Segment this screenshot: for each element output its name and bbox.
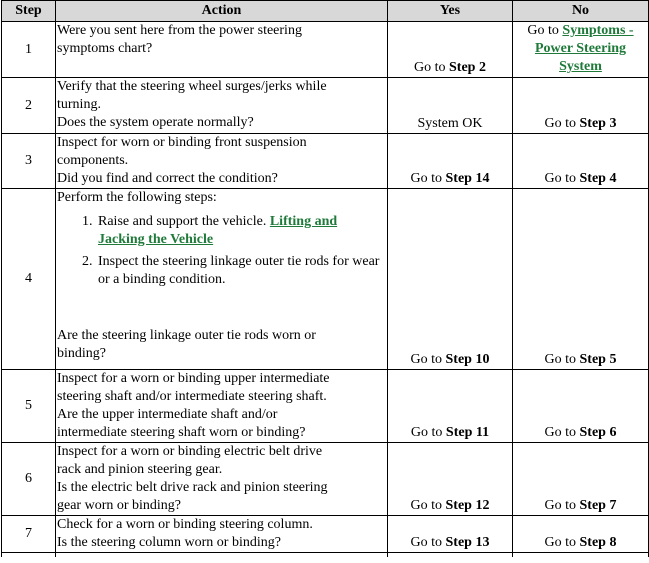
step-number: 3 <box>2 134 56 189</box>
yes-cell <box>388 134 513 189</box>
table-row <box>2 189 649 370</box>
procedure-list <box>57 213 386 289</box>
no-prefix: Go to <box>544 498 580 513</box>
no-cell <box>513 443 649 516</box>
yes-step-ref: Step 12 <box>445 498 490 513</box>
table-row <box>2 516 649 553</box>
no-step-ref: Step 5 <box>579 352 617 367</box>
no-step-ref: Step 7 <box>579 498 617 513</box>
yes-prefix: Go to <box>410 352 446 367</box>
step-number: 1 <box>2 22 56 78</box>
action-cell <box>56 370 388 443</box>
yes-cell <box>388 516 513 553</box>
action-line: Inspect for worn or binding front suspension <box>57 135 307 150</box>
action-intro: Perform the following steps: <box>57 190 217 205</box>
yes-step-ref: Step 14 <box>445 171 490 186</box>
no-step-ref: Step 4 <box>579 171 617 186</box>
step-number: 5 <box>2 370 56 443</box>
symptoms-link-line-2[interactable]: Power Steering <box>534 41 627 56</box>
no-prefix: Go to <box>527 23 563 38</box>
yes-step-ref: Step 2 <box>449 60 486 75</box>
header-row <box>2 1 649 22</box>
action-line: Is the electric belt drive rack and pinion steering <box>57 480 328 495</box>
lifting-jacking-link[interactable]: Lifting and Jacking the Vehicle <box>98 214 338 247</box>
action-line: Verify that the steering wheel surges/jerks while <box>57 79 327 94</box>
no-prefix: Go to <box>544 352 580 367</box>
yes-step-ref: Step 10 <box>445 352 490 367</box>
table-row-partial <box>2 553 649 558</box>
symptoms-link-line-3[interactable]: System <box>559 59 602 74</box>
action-line: intermediate steering shaft worn or binding? <box>57 425 306 440</box>
table-row <box>2 134 649 189</box>
yes-result: System OK <box>417 116 483 131</box>
action-cell <box>56 22 388 78</box>
list-item <box>96 253 386 289</box>
yes-cell <box>388 370 513 443</box>
no-cell <box>513 134 649 189</box>
action-line: components. <box>57 153 129 168</box>
action-line: turning. <box>57 97 101 112</box>
action-line: Does the system operate normally? <box>57 115 254 130</box>
header-action: Action <box>56 1 388 22</box>
action-line: symptoms chart? <box>57 41 153 56</box>
no-cell <box>513 516 649 553</box>
action-cell <box>56 78 388 134</box>
no-cell <box>513 370 649 443</box>
action-line: Is the steering column worn or binding? <box>57 535 281 550</box>
step-number: 4 <box>2 189 56 370</box>
action-cell <box>56 134 388 189</box>
yes-step-ref: Step 13 <box>445 535 490 550</box>
action-line: rack and pinion steering gear. <box>57 462 223 477</box>
no-step-ref: Step 3 <box>579 116 617 131</box>
no-prefix: Go to <box>544 116 580 131</box>
yes-cell <box>388 189 513 370</box>
action-line: Check for a worn or binding steering column. <box>57 517 313 532</box>
yes-cell <box>388 78 513 134</box>
header-step: Step <box>2 1 56 22</box>
table-row <box>2 370 649 443</box>
action-line: Are the upper intermediate shaft and/or <box>57 407 278 422</box>
table-row <box>2 22 649 78</box>
list-item-text: Inspect the steering linkage outer tie rods for wear or a binding condition. <box>98 254 380 287</box>
action-line: Did you find and correct the condition? <box>57 171 278 186</box>
table-row <box>2 78 649 134</box>
no-prefix: Go to <box>544 425 580 440</box>
action-line: gear worn or binding? <box>57 498 182 513</box>
table-row <box>2 443 649 516</box>
header-no: No <box>513 1 649 22</box>
yes-prefix: Go to <box>410 535 446 550</box>
list-item <box>96 213 386 249</box>
yes-prefix: Go to <box>410 171 446 186</box>
symptoms-link[interactable]: Symptoms - <box>562 23 634 38</box>
step-number: 2 <box>2 78 56 134</box>
diagnostic-table <box>1 0 649 557</box>
no-step-ref: Step 8 <box>579 535 617 550</box>
yes-cell <box>388 443 513 516</box>
action-cell <box>56 443 388 516</box>
list-item-text: Raise and support the vehicle. <box>98 214 270 229</box>
no-cell <box>513 78 649 134</box>
action-question: Are the steering linkage outer tie rods worn or <box>57 328 316 343</box>
action-cell <box>56 189 388 370</box>
yes-prefix: Go to <box>414 60 450 75</box>
no-prefix: Go to <box>544 171 580 186</box>
action-line: steering shaft and/or intermediate steering shaft. <box>57 389 327 404</box>
header-yes: Yes <box>388 1 513 22</box>
no-prefix: Go to <box>544 535 580 550</box>
action-line: Inspect for a worn or binding electric belt drive <box>57 444 323 459</box>
action-question: binding? <box>57 346 106 361</box>
no-cell <box>513 189 649 370</box>
action-line: Inspect for a worn or binding upper intermediate <box>57 371 330 386</box>
yes-prefix: Go to <box>410 498 446 513</box>
action-cell <box>56 516 388 553</box>
yes-step-ref: Step 11 <box>445 425 490 440</box>
yes-cell <box>388 22 513 78</box>
no-cell <box>513 22 649 78</box>
yes-prefix: Go to <box>410 425 446 440</box>
no-step-ref: Step 6 <box>579 425 617 440</box>
action-line: Were you sent here from the power steering <box>57 23 302 38</box>
step-number: 7 <box>2 516 56 553</box>
step-number: 6 <box>2 443 56 516</box>
